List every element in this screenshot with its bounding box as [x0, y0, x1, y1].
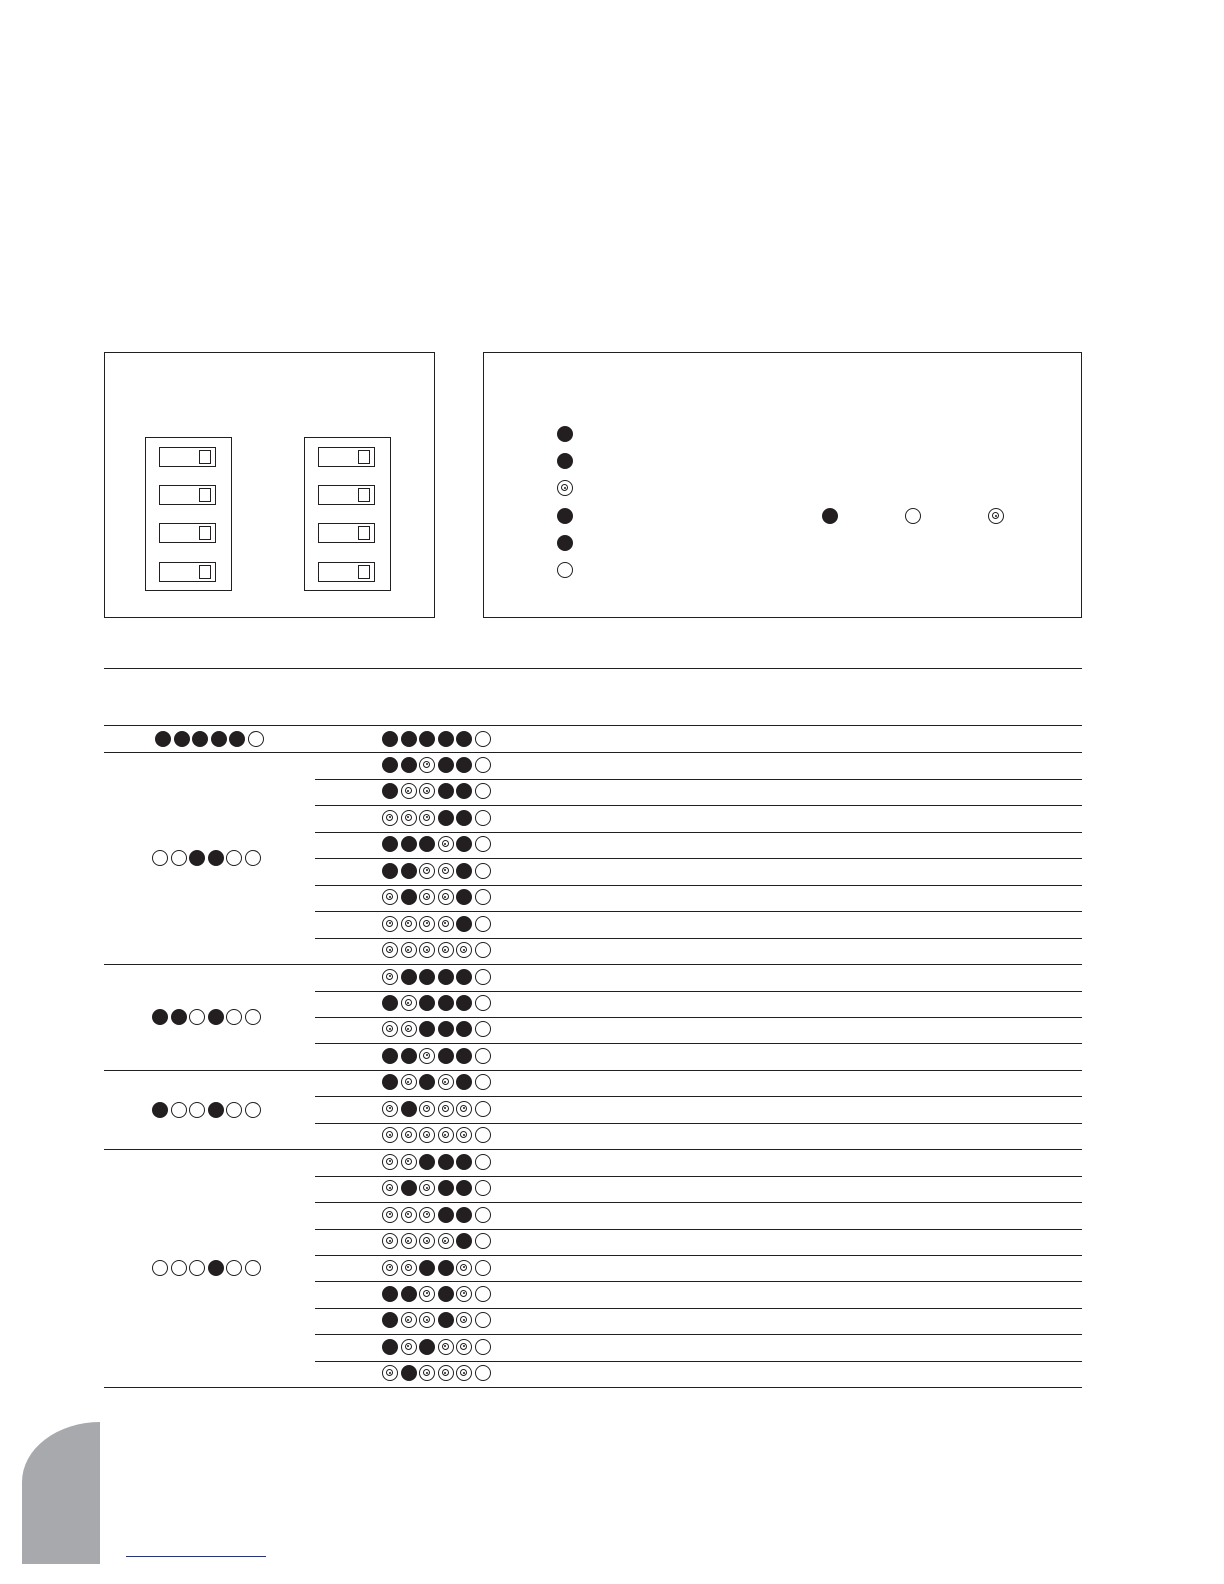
led-on-icon: [456, 1180, 472, 1196]
led-off-icon: [475, 1048, 491, 1064]
led-on-icon: [208, 850, 224, 866]
led-off-icon: [248, 731, 264, 747]
led-off-icon: [475, 810, 491, 826]
led-blink-icon: [456, 1286, 472, 1302]
led-on-icon: [382, 1312, 398, 1328]
led-blink-icon: [382, 889, 398, 905]
led-blink-icon: [419, 1101, 435, 1117]
legend-row: [484, 453, 1074, 473]
led-on-icon: [401, 1180, 417, 1196]
led-off-icon: [171, 1102, 187, 1118]
led-off-icon: [245, 1260, 261, 1276]
led-on-icon: [419, 995, 435, 1011]
row-divider: [315, 1123, 1082, 1124]
table-row: [382, 916, 494, 933]
led-blink-icon: [456, 1312, 472, 1328]
legend-row: [484, 480, 1074, 500]
dip-switch[interactable]: [159, 485, 216, 505]
group-divider: [104, 1387, 1082, 1388]
led-on-icon: [401, 889, 417, 905]
led-off-icon: [475, 731, 491, 747]
led-blink-icon: [401, 1127, 417, 1143]
led-blink-icon: [419, 1365, 435, 1381]
table-row: [382, 969, 494, 986]
led-blink-icon: [401, 1074, 417, 1090]
led-on-icon: [382, 731, 398, 747]
led-blink-icon: [438, 1233, 454, 1249]
legend-row: [484, 426, 1074, 446]
row-divider: [315, 1334, 1082, 1335]
led-off-icon: [245, 850, 261, 866]
led-on-icon: [382, 757, 398, 773]
dip-switch-knob: [199, 526, 211, 540]
led-on-icon: [456, 863, 472, 879]
led-off-icon: [475, 916, 491, 932]
table-row: [382, 995, 494, 1012]
led-blink-icon: [382, 1233, 398, 1249]
group-divider: [104, 964, 1082, 965]
led-blink-icon: [419, 916, 435, 932]
table-row: [382, 1127, 494, 1144]
led-on-icon: [382, 995, 398, 1011]
led-blink-icon: [438, 1365, 454, 1381]
led-off-icon: [226, 1260, 242, 1276]
led-blink-icon: [438, 1127, 454, 1143]
table-row: [382, 889, 494, 906]
dip-switch[interactable]: [318, 523, 375, 543]
led-blink-icon: [401, 995, 417, 1011]
led-on-icon: [438, 731, 454, 747]
led-blink-icon: [419, 1233, 435, 1249]
led-blink-icon: [419, 1312, 435, 1328]
led-on-icon: [456, 1207, 472, 1223]
led-blink-icon: [401, 916, 417, 932]
led-on-icon: [401, 969, 417, 985]
table-row: [382, 942, 494, 959]
led-on-icon: [557, 426, 573, 442]
row-divider: [315, 1096, 1082, 1097]
led-on-icon: [382, 1339, 398, 1355]
led-on-icon: [419, 1154, 435, 1170]
row-divider: [315, 1043, 1082, 1044]
led-blink-icon: [382, 1260, 398, 1276]
dip-switch[interactable]: [159, 447, 216, 467]
row-divider: [315, 991, 1082, 992]
led-blink-icon: [438, 1339, 454, 1355]
led-blink-icon: [382, 1154, 398, 1170]
led-off-icon: [226, 1102, 242, 1118]
led-blink-icon: [438, 889, 454, 905]
dip-switch-block-left: [145, 437, 232, 591]
row-divider: [315, 938, 1082, 939]
led-off-icon: [475, 969, 491, 985]
footer-link-underline[interactable]: [126, 1556, 266, 1557]
led-blink-icon: [401, 1207, 417, 1223]
led-off-icon: [475, 863, 491, 879]
led-on-icon: [401, 757, 417, 773]
led-on-icon: [171, 1009, 187, 1025]
table-row: [382, 783, 494, 800]
led-blink-icon: [382, 1207, 398, 1223]
table-row: [382, 1286, 494, 1303]
led-blink-icon: [401, 1312, 417, 1328]
led-blink-icon: [438, 1074, 454, 1090]
led-on-icon: [456, 731, 472, 747]
led-on-icon: [456, 995, 472, 1011]
led-on-icon: [401, 863, 417, 879]
led-on-icon: [152, 1102, 168, 1118]
led-on-icon: [192, 731, 208, 747]
led-off-icon: [226, 1009, 242, 1025]
page-edge-tab: [22, 1422, 100, 1564]
led-blink-icon: [419, 1127, 435, 1143]
led-on-icon: [174, 731, 190, 747]
led-on-icon: [438, 810, 454, 826]
led-on-icon: [456, 1154, 472, 1170]
led-on-icon: [155, 731, 171, 747]
led-off-icon: [475, 1021, 491, 1037]
led-blink-icon: [382, 1021, 398, 1037]
legend-key: [484, 508, 1079, 528]
table-row: [382, 836, 494, 853]
led-off-icon: [189, 1009, 205, 1025]
led-off-icon: [152, 850, 168, 866]
led-on-icon: [456, 783, 472, 799]
led-off-icon: [475, 757, 491, 773]
led-on-icon: [438, 995, 454, 1011]
led-off-icon: [475, 1286, 491, 1302]
led-on-icon: [382, 1074, 398, 1090]
led-blink-icon: [382, 1127, 398, 1143]
led-blink-icon: [382, 969, 398, 985]
led-blink-icon: [401, 942, 417, 958]
led-off-icon: [475, 1074, 491, 1090]
row-divider: [315, 832, 1082, 833]
led-off-icon: [475, 1312, 491, 1328]
led-off-icon: [475, 889, 491, 905]
led-on-icon: [419, 1021, 435, 1037]
led-on-icon: [208, 1260, 224, 1276]
table-row: [382, 1233, 494, 1250]
led-blink-icon: [456, 1339, 472, 1355]
led-on-icon: [456, 916, 472, 932]
group-pattern: [152, 1260, 264, 1277]
legend-row: [484, 562, 1074, 582]
row-divider: [315, 1017, 1082, 1018]
led-on-icon: [152, 1009, 168, 1025]
led-off-icon: [171, 1260, 187, 1276]
led-off-icon: [557, 562, 573, 578]
legend-row: [484, 535, 1074, 555]
group-divider: [104, 1070, 1082, 1071]
table-row: [382, 1101, 494, 1118]
led-off-icon: [475, 1127, 491, 1143]
led-on-icon: [382, 1048, 398, 1064]
row-divider: [315, 1202, 1082, 1203]
led-blink-icon: [382, 1180, 398, 1196]
led-off-icon: [475, 1260, 491, 1276]
led-on-icon: [229, 731, 245, 747]
led-blink-icon: [456, 1260, 472, 1276]
led-on-icon: [382, 836, 398, 852]
led-on-icon: [456, 810, 472, 826]
led-blink-icon: [419, 783, 435, 799]
dip-switch-knob: [358, 488, 370, 502]
led-on-icon: [557, 453, 573, 469]
led-on-icon: [401, 731, 417, 747]
table-row: [382, 1048, 494, 1065]
led-on-icon: [438, 757, 454, 773]
led-on-icon: [456, 889, 472, 905]
led-off-icon: [152, 1260, 168, 1276]
led-blink-icon: [382, 1365, 398, 1381]
led-blink-icon: [557, 480, 573, 496]
dip-switch-knob: [199, 565, 211, 579]
led-on-icon: [456, 757, 472, 773]
row-divider: [315, 1229, 1082, 1230]
led-on-icon: [382, 863, 398, 879]
row-divider: [315, 1281, 1082, 1282]
led-blink-icon: [419, 942, 435, 958]
group-divider: [104, 725, 1082, 726]
indicator-legend-panel: [483, 352, 1082, 618]
led-off-icon: [475, 1339, 491, 1355]
row-divider: [315, 1361, 1082, 1362]
led-on-icon: [438, 1260, 454, 1276]
led-on-icon: [822, 508, 838, 524]
led-on-icon: [419, 836, 435, 852]
led-off-icon: [905, 508, 921, 524]
led-on-icon: [456, 1021, 472, 1037]
table-row: [382, 1021, 494, 1038]
dip-switch[interactable]: [318, 485, 375, 505]
led-on-icon: [382, 783, 398, 799]
led-off-icon: [475, 942, 491, 958]
led-on-icon: [438, 969, 454, 985]
table-row: [382, 1154, 494, 1171]
group-pattern: [155, 731, 267, 748]
led-blink-icon: [456, 942, 472, 958]
dip-switch-knob: [199, 488, 211, 502]
led-blink-icon: [438, 836, 454, 852]
led-on-icon: [401, 1048, 417, 1064]
led-on-icon: [401, 1365, 417, 1381]
dip-switch[interactable]: [159, 562, 216, 582]
row-divider: [315, 779, 1082, 780]
led-blink-icon: [401, 1154, 417, 1170]
row-divider: [315, 911, 1082, 912]
led-blink-icon: [438, 1101, 454, 1117]
dip-switch[interactable]: [159, 523, 216, 543]
group-divider: [104, 752, 1082, 753]
led-on-icon: [438, 1021, 454, 1037]
led-off-icon: [475, 1101, 491, 1117]
led-blink-icon: [382, 942, 398, 958]
led-off-icon: [171, 850, 187, 866]
led-blink-icon: [401, 1260, 417, 1276]
table-row: [382, 863, 494, 880]
group-pattern: [152, 850, 264, 867]
led-on-icon: [382, 1286, 398, 1302]
led-on-icon: [401, 836, 417, 852]
led-blink-icon: [419, 810, 435, 826]
led-on-icon: [456, 969, 472, 985]
led-off-icon: [475, 995, 491, 1011]
group-divider: [104, 1149, 1082, 1150]
led-blink-icon: [456, 1127, 472, 1143]
led-on-icon: [419, 969, 435, 985]
led-on-icon: [456, 1233, 472, 1249]
led-on-icon: [438, 1180, 454, 1196]
row-divider: [315, 858, 1082, 859]
led-blink-icon: [419, 757, 435, 773]
table-row: [382, 757, 494, 774]
led-blink-icon: [456, 1101, 472, 1117]
led-off-icon: [189, 1260, 205, 1276]
led-blink-icon: [401, 1021, 417, 1037]
led-off-icon: [475, 1180, 491, 1196]
led-blink-icon: [419, 1286, 435, 1302]
led-blink-icon: [438, 942, 454, 958]
table-row: [382, 731, 494, 748]
led-off-icon: [245, 1102, 261, 1118]
led-on-icon: [438, 783, 454, 799]
row-divider: [315, 1176, 1082, 1177]
led-off-icon: [475, 1365, 491, 1381]
dip-switch-knob: [358, 565, 370, 579]
dip-switch-knob: [199, 450, 211, 464]
led-blink-icon: [401, 783, 417, 799]
table-row: [382, 1365, 494, 1382]
led-off-icon: [189, 1102, 205, 1118]
table-row: [382, 1074, 494, 1091]
led-on-icon: [401, 1101, 417, 1117]
table-row: [382, 1339, 494, 1356]
led-on-icon: [401, 1286, 417, 1302]
led-on-icon: [438, 1207, 454, 1223]
led-on-icon: [419, 1260, 435, 1276]
led-on-icon: [438, 1286, 454, 1302]
led-on-icon: [419, 731, 435, 747]
table-row: [382, 810, 494, 827]
led-on-icon: [456, 836, 472, 852]
led-on-icon: [189, 850, 205, 866]
led-on-icon: [208, 1009, 224, 1025]
led-off-icon: [475, 783, 491, 799]
table-row: [382, 1260, 494, 1277]
led-off-icon: [245, 1009, 261, 1025]
group-pattern: [152, 1102, 264, 1119]
led-on-icon: [419, 1074, 435, 1090]
row-divider: [315, 885, 1082, 886]
dip-switch-knob: [358, 526, 370, 540]
table-row: [382, 1312, 494, 1329]
led-off-icon: [475, 1207, 491, 1223]
led-blink-icon: [401, 1339, 417, 1355]
group-pattern: [152, 1009, 264, 1026]
led-on-icon: [456, 1048, 472, 1064]
led-on-icon: [438, 1154, 454, 1170]
led-on-icon: [557, 535, 573, 551]
led-off-icon: [475, 1233, 491, 1249]
led-on-icon: [438, 1048, 454, 1064]
row-divider: [315, 1308, 1082, 1309]
dip-switch-block-right: [304, 437, 391, 591]
dip-switch-panel: [104, 352, 435, 618]
led-blink-icon: [438, 863, 454, 879]
dip-switch-knob: [358, 450, 370, 464]
led-blink-icon: [438, 916, 454, 932]
led-blink-icon: [988, 508, 1004, 524]
led-off-icon: [475, 836, 491, 852]
table-row: [382, 1207, 494, 1224]
led-off-icon: [226, 850, 242, 866]
led-blink-icon: [419, 889, 435, 905]
led-blink-icon: [401, 1233, 417, 1249]
dip-switch[interactable]: [318, 447, 375, 467]
led-on-icon: [438, 1312, 454, 1328]
led-on-icon: [456, 1074, 472, 1090]
led-off-icon: [475, 1154, 491, 1170]
dip-switch[interactable]: [318, 562, 375, 582]
led-blink-icon: [382, 916, 398, 932]
led-blink-icon: [419, 863, 435, 879]
led-on-icon: [211, 731, 227, 747]
led-blink-icon: [382, 810, 398, 826]
group-divider: [104, 668, 1082, 669]
table-row: [382, 1180, 494, 1197]
led-blink-icon: [456, 1365, 472, 1381]
led-on-icon: [208, 1102, 224, 1118]
led-blink-icon: [419, 1180, 435, 1196]
led-blink-icon: [419, 1207, 435, 1223]
led-blink-icon: [401, 810, 417, 826]
led-blink-icon: [419, 1048, 435, 1064]
led-blink-icon: [382, 1101, 398, 1117]
led-on-icon: [419, 1339, 435, 1355]
row-divider: [315, 1255, 1082, 1256]
row-divider: [315, 805, 1082, 806]
